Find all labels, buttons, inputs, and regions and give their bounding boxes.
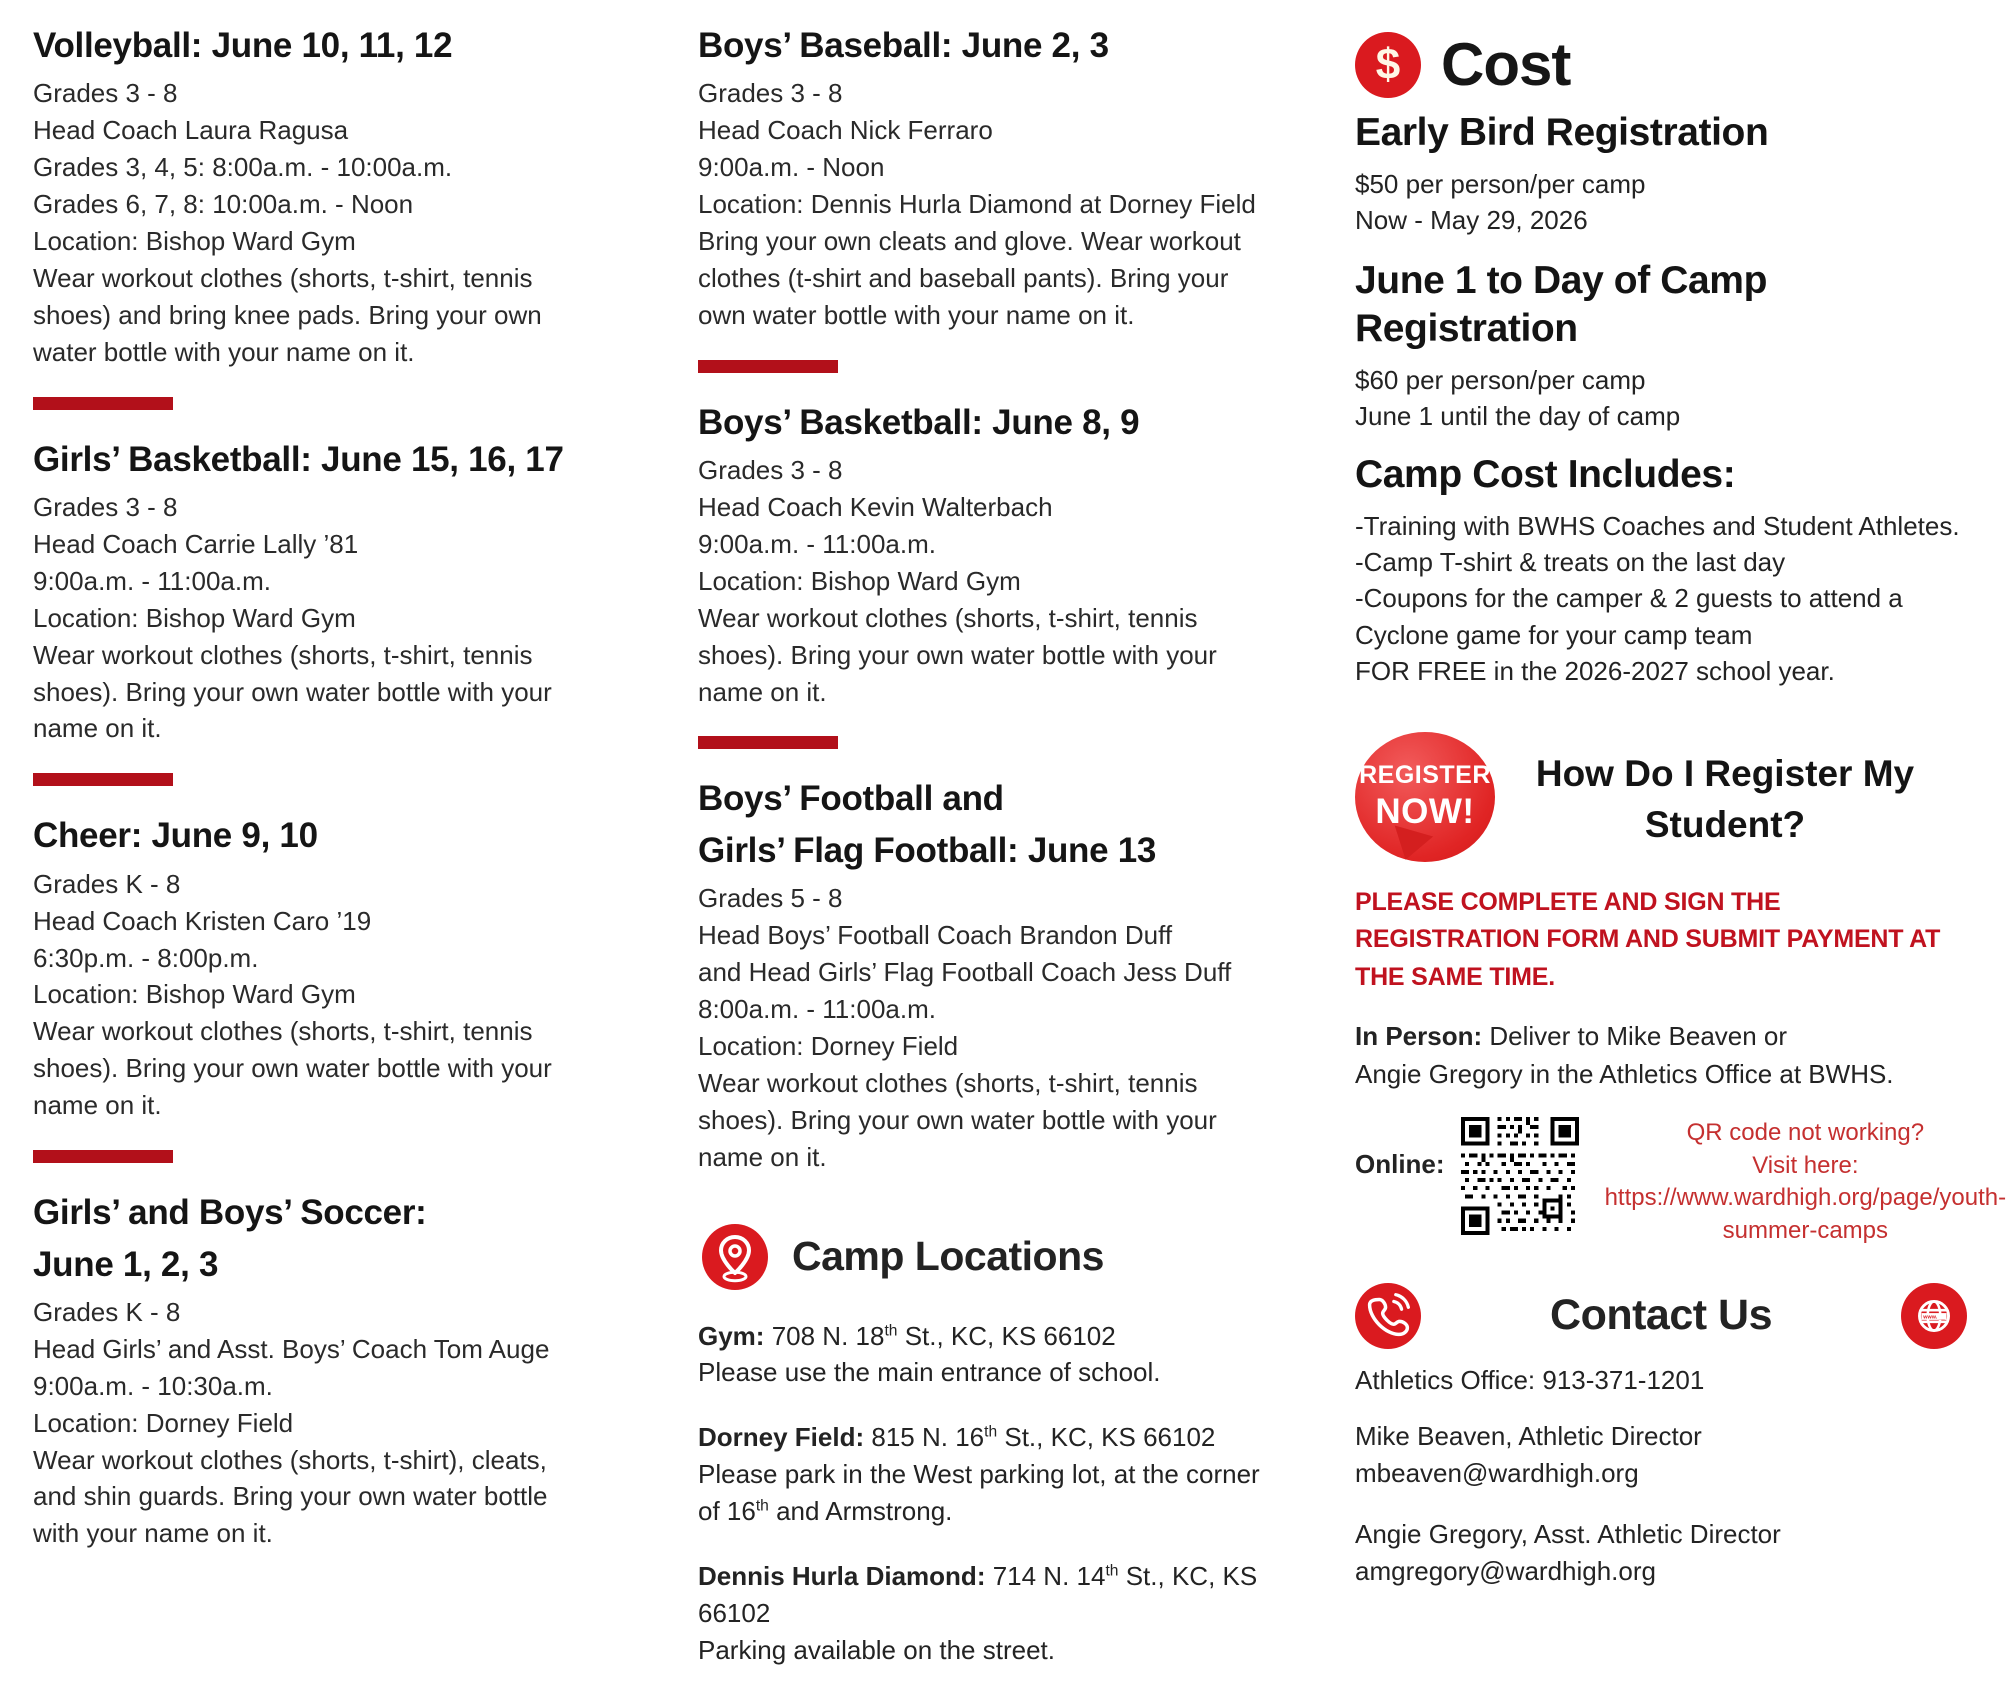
- location-entry-dorney-field: [698, 1419, 1282, 1530]
- contact-person-email: mbeaven@wardhigh.org: [1355, 1457, 1639, 1488]
- section-line: 9:00a.m. - 11:00a.m.: [33, 565, 271, 596]
- section-line: Location: Bishop Ward Gym: [33, 226, 356, 257]
- includes-item: FOR FREE in the 2026-2027 school year.: [1355, 656, 1835, 687]
- section-line: Location: Dennis Hurla Diamond at Dorney Field: [698, 189, 1256, 220]
- red-divider: [698, 360, 838, 373]
- section-line: Wear workout clothes (shorts, t-shirt, tennis shoes). Bring your own water bottle with your name on it.: [698, 1067, 1217, 1172]
- section-line: Location: Dorney Field: [698, 1030, 959, 1061]
- section-line: 6:30p.m. - 8:00p.m.: [33, 942, 259, 973]
- register-heading: How Do I Register My Student?: [1535, 752, 1915, 846]
- section-line: Grades 3 - 8: [33, 78, 178, 109]
- late-registration-dates: June 1 until the day of camp: [1355, 401, 1681, 432]
- online-row: [1355, 1117, 2007, 1247]
- section-line: Head Coach Nick Ferraro: [698, 115, 993, 146]
- contact-person: [1355, 1418, 1967, 1492]
- qr-fallback-note: QR code not working? Visit here: https://www.wardhigh.org/page/youth-summer-camps: [1595, 1117, 2016, 1247]
- camp-locations-header: [702, 1224, 1282, 1290]
- dollar-icon: $: [1355, 32, 1421, 98]
- section-line: Location: Dorney Field: [33, 1407, 294, 1438]
- section-line: Bring your own cleats and glove. Wear workout clothes (t-shirt and baseball pants). Bring your own water bottle with your name on it.: [698, 226, 1241, 330]
- location-entry-dennis-hurla: [698, 1558, 1282, 1669]
- register-row: [1355, 732, 1967, 864]
- red-divider: [33, 1150, 173, 1163]
- red-divider: [698, 736, 838, 749]
- section-baseball: [698, 24, 1282, 334]
- map-pin-icon: [702, 1224, 768, 1290]
- section-title: Boys’ Basketball: June 8, 9: [698, 402, 1140, 442]
- early-bird-dates: Now - May 29, 2026: [1355, 205, 1588, 236]
- contact-person-email: amgregory@wardhigh.org: [1355, 1555, 1656, 1586]
- section-boys-basketball: [698, 401, 1282, 711]
- late-registration-heading: June 1 to Day of Camp Registration: [1355, 258, 1768, 351]
- section-football: [698, 777, 1282, 1175]
- section-line: 9:00a.m. - 10:30a.m.: [33, 1370, 273, 1401]
- svg-text:www. __: www. __: [1923, 1314, 1945, 1321]
- contact-person: [1355, 1516, 1967, 1590]
- section-cheer: [33, 814, 589, 1124]
- section-line: Grades K - 8: [33, 868, 181, 899]
- qr-code: [1461, 1117, 1579, 1235]
- in-person-instructions: In Person: Deliver to Mike Beaven or Angie Gregory in the Athletics Office at BWHS.: [1355, 1021, 1894, 1089]
- section-line: Location: Bishop Ward Gym: [698, 565, 1021, 596]
- column-middle: [698, 24, 1282, 1697]
- section-title: Volleyball: June 10, 11, 12: [33, 26, 453, 65]
- contact-person-name: Mike Beaven, Athletic Director: [1355, 1420, 1702, 1451]
- in-person-label: In Person:: [1355, 1021, 1483, 1052]
- section-line: Head Girls’ and Asst. Boys’ Coach Tom Auge: [33, 1333, 550, 1364]
- section-line: Head Boys’ Football Coach Brandon Duff: [698, 920, 1173, 951]
- section-line: Wear workout clothes (shorts, t-shirt, tennis shoes). Bring your own water bottle with your name on it.: [33, 1016, 552, 1121]
- phone-icon: [1355, 1283, 1421, 1349]
- badge-line2: NOW!: [1375, 792, 1475, 832]
- section-line: 9:00a.m. - 11:00a.m.: [698, 528, 936, 559]
- location-address: Dennis Hurla Diamond: 714 N. 14th St., KC, KS 66102: [698, 1561, 1258, 1628]
- location-entry-gym: [698, 1318, 1282, 1392]
- red-divider: [33, 397, 173, 410]
- location-note: Please use the main entrance of school.: [698, 1357, 1161, 1388]
- section-line: and Head Girls’ Flag Football Coach Jess Duff: [698, 957, 1232, 988]
- section-line: Location: Bishop Ward Gym: [33, 979, 356, 1010]
- includes-item: -Training with BWHS Coaches and Student Athletes.: [1355, 510, 1960, 541]
- section-line: Head Coach Laura Ragusa: [33, 115, 349, 146]
- contact-title: Contact Us: [1550, 1291, 1772, 1340]
- section-line: Grades 3, 4, 5: 8:00a.m. - 10:00a.m.: [33, 152, 453, 183]
- section-title-line2: June 1, 2, 3: [33, 1244, 219, 1284]
- athletics-office-phone: Athletics Office: 913-371-1201: [1355, 1364, 1705, 1395]
- section-line: Grades K - 8: [33, 1296, 181, 1327]
- section-line: Wear workout clothes (shorts, t-shirt), cleats, and shin guards. Bring your own water bottle with your name on it.: [33, 1444, 548, 1549]
- section-title: Girls’ Basketball: June 15, 16, 17: [33, 439, 564, 479]
- section-volleyball: [33, 24, 589, 371]
- section-line: 8:00a.m. - 11:00a.m.: [698, 993, 936, 1024]
- section-line: Head Coach Kevin Walterbach: [698, 492, 1053, 523]
- includes-item: -Coupons for the camper & 2 guests to attend a Cyclone game for your camp team: [1355, 583, 1903, 650]
- red-divider: [33, 773, 173, 786]
- early-bird-heading: Early Bird Registration: [1355, 111, 1769, 154]
- qr-fallback-link: https://www.wardhigh.org/page/youth-summer-camps: [1604, 1184, 2007, 1244]
- section-line: Grades 3 - 8: [33, 492, 178, 523]
- section-line: Grades 3 - 8: [698, 78, 843, 109]
- section-line: Wear workout clothes (shorts, t-shirt, tennis shoes) and bring knee pads. Bring your own water bottle with your name on it.: [33, 262, 542, 367]
- section-line: Head Coach Carrie Lally ’81: [33, 528, 359, 559]
- early-bird-price: $50 per person/per camp: [1355, 168, 1646, 199]
- section-title: Boys’ Baseball: June 2, 3: [698, 26, 1109, 65]
- section-line: Head Coach Kristen Caro ’19: [33, 905, 372, 936]
- location-address: Gym: 708 N. 18th St., KC, KS 66102: [698, 1320, 1116, 1351]
- register-now-badge: [1355, 732, 1497, 864]
- includes-heading: Camp Cost Includes:: [1355, 452, 1736, 496]
- location-address: Dorney Field: 815 N. 16th St., KC, KS 66102: [698, 1422, 1216, 1453]
- section-title-line2: Girls’ Flag Football: June 13: [698, 830, 1157, 870]
- registration-warning: PLEASE COMPLETE AND SIGN THE REGISTRATION FORM AND SUBMIT PAYMENT AT THE SAME TIME.: [1355, 887, 1941, 991]
- late-registration-price: $60 per person/per camp: [1355, 365, 1646, 396]
- contact-person-name: Angie Gregory, Asst. Athletic Director: [1355, 1518, 1781, 1549]
- camp-locations-title: Camp Locations: [792, 1233, 1104, 1279]
- column-right: [1355, 30, 2007, 1614]
- section-line: Wear workout clothes (shorts, t-shirt, tennis shoes). Bring your own water bottle with your name on it.: [698, 602, 1217, 707]
- location-note: Parking available on the street.: [698, 1634, 1055, 1665]
- section-line: Location: Bishop Ward Gym: [33, 602, 356, 633]
- section-line: Grades 3 - 8: [698, 455, 843, 486]
- section-girls-basketball: [33, 438, 589, 748]
- badge-line1: REGISTER: [1359, 761, 1491, 790]
- section-line: Grades 6, 7, 8: 10:00a.m. - Noon: [33, 189, 414, 220]
- section-soccer: [33, 1191, 589, 1552]
- contact-header: [1355, 1283, 1967, 1349]
- section-title: Boys’ Football and: [698, 779, 1004, 819]
- section-line: Wear workout clothes (shorts, t-shirt, tennis shoes). Bring your own water bottle with your name on it.: [33, 639, 552, 744]
- section-line: Grades 5 - 8: [698, 883, 843, 914]
- globe-icon: [1901, 1283, 1967, 1349]
- section-title: Girls’ and Boys’ Soccer:: [33, 1193, 427, 1233]
- location-note: Please park in the West parking lot, at the corner of 16th and Armstrong.: [698, 1459, 1260, 1527]
- column-left: [33, 24, 589, 1552]
- cost-title: Cost: [1441, 31, 1571, 98]
- online-label: Online:: [1355, 1149, 1445, 1180]
- section-title: Cheer: June 9, 10: [33, 816, 318, 856]
- section-line: 9:00a.m. - Noon: [698, 152, 885, 183]
- cost-header: [1355, 30, 1967, 99]
- includes-item: -Camp T-shirt & treats on the last day: [1355, 546, 1786, 577]
